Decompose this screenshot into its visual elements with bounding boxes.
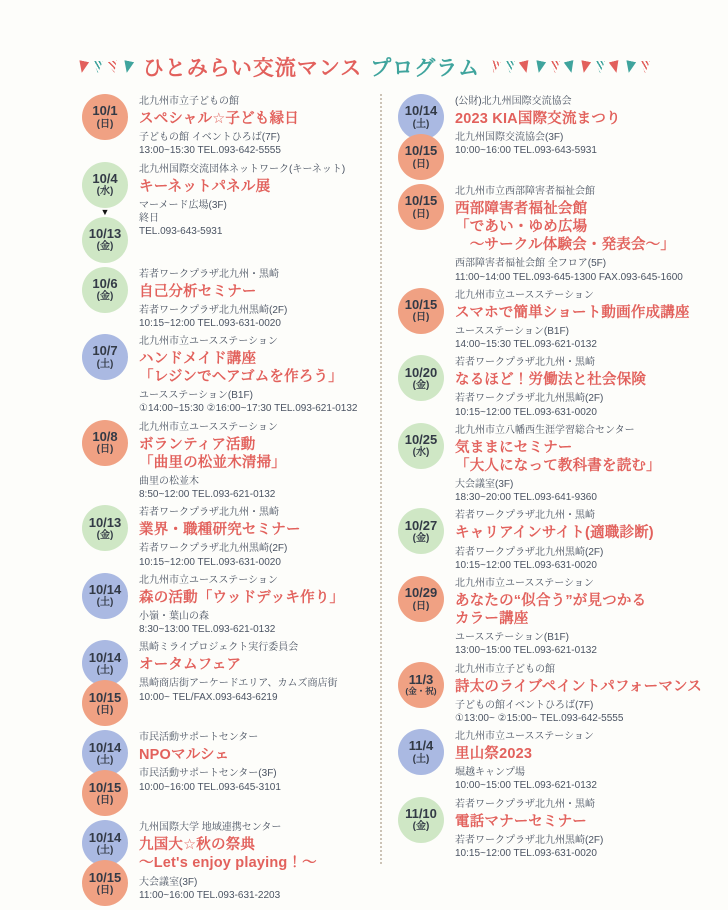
event-detail-line: 18:30~20:00 TEL.093-641-9360: [455, 492, 597, 504]
event-body: [455, 576, 706, 658]
event-title: [455, 200, 706, 254]
event-item: [80, 640, 380, 726]
event-title: [139, 110, 380, 128]
event-date-stack: [80, 162, 130, 263]
event-body: [455, 662, 706, 726]
event-item: [80, 820, 380, 906]
date-label: 10/14: [404, 103, 438, 119]
weekday-label: (金): [96, 291, 114, 303]
date-label: 10/14: [88, 739, 122, 755]
pennant-icon: [93, 61, 103, 73]
event-body: [139, 640, 380, 726]
event-details: [139, 389, 380, 415]
date-label: 10/6: [92, 275, 118, 291]
event-details: [139, 677, 380, 703]
event-details: [455, 325, 706, 351]
pennant-icon: [77, 60, 89, 74]
event-body: [139, 267, 380, 331]
event-title-line: 西部障害者福祉会館: [455, 201, 588, 217]
event-date-stack: [80, 640, 130, 726]
date-label: 10/15: [88, 779, 122, 795]
date-label: 10/27: [404, 517, 438, 533]
event-detail-line: 13:00~15:00 TEL.093-621-0132: [455, 645, 597, 657]
date-label: 10/25: [404, 432, 438, 448]
event-organizer: 北九州市立ユースステーション: [139, 336, 278, 347]
event-title-line: 自己分析セミナー: [139, 283, 257, 300]
event-date-stack: [396, 355, 446, 419]
event-date-badge: [82, 770, 128, 816]
event-date-stack: [80, 505, 130, 569]
event-detail-line: 堀越キャンプ場: [455, 767, 525, 779]
event-detail-line: 10:00~15:00 TEL.093-621-0132: [455, 780, 597, 792]
event-item: [80, 573, 380, 637]
event-body: [139, 820, 380, 906]
event-date-badge: [82, 505, 128, 551]
event-organizer: (公財)北九州国際交流協会: [455, 96, 572, 107]
event-item: [80, 162, 380, 263]
event-title-line: 電話マナーセミナー: [455, 813, 588, 830]
event-body: [139, 730, 380, 816]
event-body: [455, 508, 706, 572]
event-organizer: 北九州市立ユースステーション: [139, 421, 278, 433]
event-title-line: キーネットパネル展: [139, 178, 271, 195]
event-date-stack: [396, 797, 446, 861]
event-title-line: 「曲里の松並木清掃」: [139, 454, 286, 471]
event-title: [139, 436, 380, 472]
event-title-line: スマホで簡単ショート動画作成講座: [455, 304, 690, 321]
event-item: [80, 505, 380, 569]
event-item: [80, 267, 380, 331]
date-label: 10/13: [88, 225, 122, 241]
event-body: [139, 573, 380, 637]
event-title-line: 「大人になって教科書を読む」: [455, 457, 661, 474]
event-detail-line: 10:15~12:00 TEL.093-631-0020: [139, 317, 281, 329]
flyer-header: [0, 0, 728, 82]
pennant-icon: [534, 60, 546, 74]
column-right: [380, 94, 706, 864]
event-item: [396, 94, 706, 180]
event-date-stack: [396, 94, 446, 180]
event-detail-line: 子どもの館イベントひろば(7F): [455, 699, 594, 711]
event-title: [139, 656, 380, 674]
event-detail-line: 若者ワークプラザ北九州黒崎(2F): [455, 393, 604, 405]
event-body: [139, 162, 380, 263]
pennant-icon: [624, 60, 636, 74]
event-detail-line: 8:50~12:00 TEL.093-621-0132: [139, 489, 276, 501]
event-date-stack: [396, 576, 446, 658]
date-label: 10/15: [88, 869, 122, 885]
date-label: 10/20: [404, 364, 438, 380]
date-label: 10/8: [92, 428, 118, 444]
event-organizer: 北九州市立ユースステーション: [455, 731, 594, 742]
page-title-suffix: プログラム: [370, 57, 481, 80]
event-detail-line: 大会議室(3F): [139, 876, 198, 888]
event-body: [139, 505, 380, 569]
weekday-label: (日): [96, 884, 114, 896]
event-date-badge: [82, 217, 128, 263]
weekday-label: (土): [96, 844, 114, 856]
event-item: [80, 94, 380, 158]
event-title-line: あなたの“似合う”が見つかる: [455, 592, 647, 609]
event-item: [396, 355, 706, 419]
weekday-label: (日): [412, 158, 430, 170]
event-body: [455, 729, 706, 793]
event-details: [455, 131, 706, 157]
event-details: [455, 766, 706, 792]
weekday-label: (日): [96, 704, 114, 716]
event-detail-line: 曲里の松並木: [139, 475, 199, 487]
event-details: [455, 546, 706, 572]
event-detail-line: ユースステーション(B1F): [139, 390, 253, 402]
event-date-badge: [82, 420, 128, 466]
event-title: [139, 589, 380, 607]
event-date-badge: [82, 334, 128, 380]
event-organizer: 北九州市立子どもの館: [455, 663, 555, 675]
event-detail-line: マーメード広場(3F): [139, 199, 227, 211]
weekday-label: (金): [412, 821, 430, 833]
event-date-stack: [396, 423, 446, 505]
event-details: [139, 542, 380, 568]
event-title-line: 業界・職種研究セミナー: [139, 522, 301, 539]
event-date-badge: [82, 94, 128, 140]
event-item: [396, 797, 706, 861]
event-date-badge: [398, 288, 444, 334]
weekday-label: (日): [412, 600, 430, 612]
event-body: [455, 797, 706, 861]
weekday-label: (金): [412, 379, 430, 391]
event-title-line: NPOマルシェ: [139, 747, 230, 764]
weekday-label: (土): [96, 754, 114, 766]
event-organizer: 若者ワークプラザ北九州・黒崎: [139, 268, 279, 280]
event-detail-line: TEL.093-643-5931: [139, 226, 223, 237]
event-organizer: 九州国際大学 地域連携センター: [139, 822, 282, 834]
event-title-line: 気ままにセミナー: [455, 439, 573, 456]
event-title: [139, 836, 380, 872]
event-item: [396, 423, 706, 505]
event-item: [80, 420, 380, 502]
event-organizer: 若者ワークプラザ北九州・黒崎: [455, 357, 595, 369]
pennant-icon: [564, 60, 577, 74]
event-date-badge: [398, 729, 444, 775]
event-body: [139, 420, 380, 502]
event-date-badge: [398, 423, 444, 469]
event-title-line: なるほど！労働法と社会保険: [455, 372, 647, 389]
event-organizer: 北九州市立ユースステーション: [455, 289, 594, 301]
event-organizer: 北九州市立西部障害者福祉会館: [455, 186, 595, 197]
event-detail-line: ①14:00~15:30 ②16:00~17:30 TEL.093-621-0132: [139, 403, 358, 415]
weekday-label: (土): [412, 118, 430, 130]
pennant-icon: [595, 61, 605, 73]
event-detail-line: 若者ワークプラザ北九州黒崎(2F): [139, 304, 288, 316]
event-title-line: オータムフェア: [139, 657, 242, 674]
event-detail-line: 10:00~ TEL/FAX.093-643-6219: [139, 691, 278, 703]
event-date-badge: [398, 134, 444, 180]
event-item: [396, 576, 706, 658]
event-organizer: 北九州市立八幡西生涯学習総合センター: [455, 424, 635, 436]
event-date-badge: [82, 680, 128, 726]
event-detail-line: 子どもの館 イベントひろば(7F): [139, 132, 281, 144]
event-details: [139, 304, 380, 330]
event-detail-line: 市民活動サポートセンター(3F): [139, 768, 277, 780]
weekday-label: (金): [96, 241, 114, 253]
event-body: [139, 94, 380, 158]
event-title: [139, 283, 380, 301]
date-label: 10/14: [88, 829, 122, 845]
event-detail-line: 11:00~16:00 TEL.093-631-2203: [139, 889, 281, 901]
event-detail-line: 若者ワークプラザ北九州黒崎(2F): [139, 543, 288, 555]
event-organizer: 若者ワークプラザ北九州・黒崎: [455, 798, 595, 810]
event-details: [455, 631, 706, 657]
date-label: 10/15: [88, 689, 122, 705]
event-title: [455, 304, 706, 322]
pennant-icon: [107, 60, 120, 74]
event-date-badge: [398, 184, 444, 230]
event-detail-line: 14:00~15:30 TEL.093-621-0132: [455, 339, 597, 351]
date-label: 11/10: [405, 805, 437, 821]
event-date-stack: [80, 573, 130, 637]
pennant-icon: [609, 60, 622, 74]
weekday-label: (土): [96, 597, 114, 609]
event-body: [455, 184, 706, 284]
pennant-icon: [519, 60, 532, 74]
date-label: 10/15: [404, 297, 438, 313]
event-title: [139, 746, 380, 764]
event-detail-line: 大会議室(3F): [455, 479, 514, 490]
event-title: [455, 371, 706, 389]
event-details: [139, 610, 380, 636]
weekday-label: (水): [412, 447, 430, 459]
event-date-badge: [82, 860, 128, 906]
event-detail-line: 10:00~16:00 TEL.093-643-5931: [455, 145, 597, 157]
event-title: [455, 813, 706, 831]
weekday-label: (日): [96, 794, 114, 806]
event-organizer: 若者ワークプラザ北九州・黒崎: [139, 507, 279, 519]
weekday-label: (土): [412, 753, 430, 765]
pennant-icon: [489, 60, 501, 74]
weekday-label: (土): [96, 664, 114, 676]
weekday-label: (日): [412, 312, 430, 324]
event-detail-line: 10:15~12:00 TEL.093-631-0020: [455, 847, 597, 859]
page-title-main: ひとみらい交流マンス: [142, 57, 363, 80]
event-date-stack: [80, 334, 130, 416]
event-item: [80, 730, 380, 816]
event-detail-line: 10:15~12:00 TEL.093-631-0020: [455, 559, 597, 571]
date-label: 10/14: [88, 649, 122, 665]
event-title: [455, 592, 706, 628]
event-title-line: 里山祭2023: [455, 746, 533, 762]
event-title-line: ～Let's enjoy playing！～: [139, 855, 317, 872]
event-details: [139, 199, 380, 239]
event-title: [455, 678, 706, 696]
event-title-line: 詩太のライブペイントパフォーマンス: [455, 678, 702, 695]
event-body: [455, 94, 706, 180]
event-organizer: 北九州市立ユースステーション: [455, 577, 594, 589]
event-date-stack: [396, 184, 446, 284]
weekday-label: (日): [96, 118, 114, 130]
event-details: [455, 699, 706, 725]
event-detail-line: ユースステーション(B1F): [455, 632, 569, 644]
event-date-stack: [396, 288, 446, 352]
event-title: [139, 350, 380, 386]
event-detail-line: 10:15~12:00 TEL.093-631-0020: [139, 556, 281, 568]
event-columns: [80, 94, 706, 910]
event-title: [139, 178, 380, 196]
weekday-label: (金・祝): [405, 685, 437, 696]
event-date-badge: [82, 162, 128, 208]
event-title-line: ハンドメイド講座: [139, 351, 257, 367]
date-label: 10/13: [88, 514, 122, 530]
event-organizer: 北九州国際交流団体ネットワーク(キーネット): [139, 163, 346, 175]
weekday-label: (日): [412, 208, 430, 220]
event-organizer: 市民活動サポートセンター: [139, 732, 259, 744]
pennant-icon: [550, 61, 560, 73]
event-detail-line: 8:30~13:00 TEL.093-621-0132: [139, 624, 276, 636]
event-details: [139, 876, 380, 902]
event-title: [455, 439, 706, 475]
pennant-row-right: [488, 61, 652, 73]
page-title: [143, 52, 480, 82]
event-item: [80, 334, 380, 416]
event-detail-line: ユースステーション(B1F): [455, 325, 569, 337]
event-detail-line: 若者ワークプラザ北九州黒崎(2F): [455, 546, 604, 558]
arrow-down-icon: ▼: [100, 206, 110, 217]
event-item: [396, 508, 706, 572]
date-label: 10/4: [92, 170, 118, 186]
pennant-icon: [579, 60, 591, 74]
event-organizer: 若者ワークプラザ北九州・黒崎: [455, 510, 595, 522]
date-label: 10/7: [92, 343, 118, 359]
event-detail-line: ①13:00~ ②15:00~ TEL.093-642-5555: [455, 712, 624, 724]
event-date-stack: [80, 820, 130, 906]
date-label: 10/29: [404, 585, 438, 601]
event-title-line: カラー講座: [455, 611, 529, 627]
event-body: [139, 334, 380, 416]
event-title: [455, 110, 706, 128]
event-item: [396, 184, 706, 284]
event-item: [396, 288, 706, 352]
event-date-badge: [398, 576, 444, 622]
event-date-badge: [398, 355, 444, 401]
event-title: [139, 521, 380, 539]
event-details: [139, 767, 380, 793]
event-details: [455, 392, 706, 418]
event-detail-line: 13:00~15:30 TEL.093-642-5555: [139, 145, 281, 157]
weekday-label: (金): [96, 529, 114, 541]
event-date-badge: [82, 573, 128, 619]
event-body: [455, 355, 706, 419]
event-detail-line: 北九州国際交流協会(3F): [455, 132, 564, 144]
pennant-icon: [640, 61, 650, 73]
date-label: 10/15: [404, 193, 438, 209]
event-details: [455, 478, 706, 504]
event-date-badge: [398, 797, 444, 843]
date-label: 10/1: [92, 103, 118, 119]
event-details: [455, 257, 706, 283]
weekday-label: (水): [96, 186, 114, 198]
event-detail-line: 11:00~14:00 TEL.093-645-1300 FAX.093-645-1600: [455, 271, 683, 283]
date-label: 11/4: [408, 738, 434, 754]
column-left: [80, 94, 380, 910]
event-date-stack: [80, 420, 130, 502]
event-title-line: 九国大☆秋の祭典: [139, 837, 256, 854]
event-title-line: 「であい・ゆめ広場: [455, 219, 588, 236]
event-detail-line: 西部障害者福祉会館 全フロア(5F): [455, 258, 607, 270]
event-details: [139, 131, 380, 157]
event-detail-line: 小嶺・葉山の森: [139, 610, 209, 622]
event-title-line: ボランティア活動: [139, 436, 256, 453]
event-organizer: 黒崎ミライプロジェクト実行委員会: [139, 642, 299, 654]
event-date-badge: [82, 267, 128, 313]
event-date-badge: [398, 508, 444, 554]
date-label: 10/14: [88, 582, 122, 598]
date-label: 10/15: [404, 143, 438, 159]
event-date-badge: [398, 662, 444, 708]
date-label: 11/3: [408, 671, 434, 687]
event-organizer: 北九州市立子どもの館: [139, 96, 239, 107]
event-title-line: 2023 KIA国際交流まつり: [455, 111, 621, 127]
event-title-line: スペシャル☆子ども縁日: [139, 111, 299, 127]
pennant-row-left: [76, 61, 135, 73]
event-date-stack: [80, 730, 130, 816]
event-body: [455, 288, 706, 352]
weekday-label: (日): [96, 444, 114, 456]
event-detail-line: 10:00~16:00 TEL.093-645-3101: [139, 781, 281, 793]
event-date-stack: [396, 729, 446, 793]
event-title: [455, 745, 706, 763]
event-date-stack: [396, 662, 446, 726]
event-title-line: 森の活動「ウッドデッキ作り」: [139, 589, 345, 606]
event-date-stack: [80, 94, 130, 158]
event-title: [455, 524, 706, 542]
weekday-label: (土): [96, 358, 114, 370]
event-date-stack: [80, 267, 130, 331]
event-body: [455, 423, 706, 505]
event-item: [396, 729, 706, 793]
pennant-icon: [505, 61, 515, 73]
event-detail-line: 10:15~12:00 TEL.093-631-0020: [455, 406, 597, 418]
event-organizer: 北九州市立ユースステーション: [139, 574, 278, 586]
weekday-label: (金): [412, 533, 430, 545]
event-details: [455, 834, 706, 860]
event-date-stack: [396, 508, 446, 572]
event-title-line: キャリアインサイト(適職診断): [455, 525, 654, 542]
event-item: [396, 662, 706, 726]
event-detail-line: 終日: [139, 212, 159, 224]
event-title-line: ～サークル体験会・発表会～」: [455, 237, 676, 254]
event-detail-line: 黒崎商店街アーケードエリア、カムズ商店街: [139, 678, 338, 690]
event-title-line: 「レジンでヘアゴムを作ろう」: [139, 369, 343, 386]
pennant-icon: [122, 60, 134, 74]
event-detail-line: 若者ワークプラザ北九州黒崎(2F): [455, 834, 604, 846]
event-details: [139, 475, 380, 501]
